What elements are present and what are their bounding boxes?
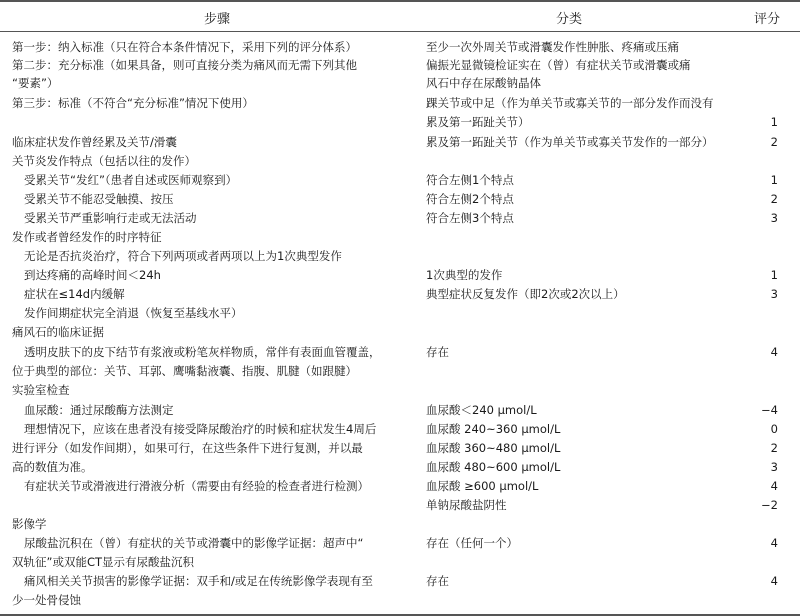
category-cell: 符合左侧1个特点: [426, 173, 514, 187]
step-cell: 血尿酸：通过尿酸酶方法测定: [24, 403, 174, 417]
category-cell: 至少一次外周关节或滑囊发作性肿胀、疼痛或压痛: [426, 40, 679, 54]
category-cell: 1次典型的发作: [426, 268, 503, 282]
score-cell: 3: [770, 460, 778, 474]
category-cell: 存在: [426, 345, 449, 359]
step-cell: 实验室检查: [12, 383, 70, 397]
header-score: 评分: [754, 12, 781, 27]
category-cell: 符合左侧3个特点: [426, 211, 514, 225]
step-cell: 关节炎发作特点（包括以往的发作）: [12, 154, 196, 168]
category-cell: 典型症状反复发作（即2次或2次以上）: [426, 287, 625, 301]
score-cell: 4: [770, 345, 778, 359]
step-cell: 受累关节严重影响行走或无法活动: [24, 211, 197, 225]
step-cell: 透明皮肤下的皮下结节有浆液或粉笔灰样物质，常伴有表面血管覆盖，: [24, 345, 381, 359]
step-cell: 发作或者曾经发作的时序特征: [12, 230, 162, 244]
score-cell: 4: [770, 536, 778, 550]
score-cell: 0: [770, 422, 778, 436]
score-cell: −4: [761, 403, 778, 417]
category-cell: 血尿酸 360~480 μmol/L: [426, 441, 561, 455]
step-cell: 位于典型的部位：关节、耳郭、鹰嘴黏液囊、指腹、肌腱（如跟腱）: [12, 364, 357, 378]
top-rule: [0, 0, 800, 2]
step-cell: 受累关节不能忍受触摸、按压: [24, 192, 174, 206]
step-cell: 受累关节“发红”（患者自述或医师观察到）: [24, 173, 238, 187]
step-cell: 无论是否抗炎治疗，符合下列两项或者两项以上为1次典型发作: [24, 249, 342, 263]
category-cell: 血尿酸 240~360 μmol/L: [426, 422, 561, 436]
step-cell: “要素”）: [12, 76, 59, 90]
score-cell: 2: [770, 192, 778, 206]
step-cell: 尿酸盐沉积在（曾）有症状的关节或滑囊中的影像学证据：超声中“: [24, 536, 364, 550]
step-cell: 到达疼痛的高峰时间＜24h: [24, 268, 161, 282]
category-cell: 血尿酸 480~600 μmol/L: [426, 460, 561, 474]
score-cell: 2: [770, 441, 778, 455]
score-cell: 3: [770, 287, 778, 301]
header-step: 步骤: [204, 12, 231, 27]
score-cell: 1: [770, 173, 778, 187]
score-cell: 1: [770, 268, 778, 282]
step-cell: 影像学: [12, 517, 47, 531]
step-cell: 少一处骨侵蚀: [12, 593, 81, 607]
category-cell: 偏振光显微镜检证实在（曾）有症状关节或滑囊或痛: [426, 58, 691, 72]
step-cell: 进行评分（如发作间期），如果可行，在这些条件下进行复测，并以最: [12, 441, 363, 455]
header-rule: [0, 31, 800, 32]
step-cell: 第二步：充分标准（如果具备，则可直接分类为痛风而无需下列其他: [12, 58, 357, 72]
step-cell: 痛风相关关节损害的影像学证据：双手和/或足在传统影像学表现有至: [24, 574, 373, 588]
step-cell: 高的数值为准。: [12, 460, 93, 474]
header-category: 分类: [556, 12, 583, 27]
category-cell: 风石中存在尿酸钠晶体: [426, 76, 541, 90]
category-cell: 存在: [426, 574, 449, 588]
category-cell: 累及第一跖趾关节（作为单关节或寡关节发作的一部分）: [426, 135, 714, 149]
step-cell: 第一步：纳入标准（只在符合本条件情况下，采用下列的评分体系）: [12, 40, 357, 54]
step-cell: 双轨征”或双能CT显示有尿酸盐沉积: [12, 555, 195, 569]
step-cell: 症状在≤14d内缓解: [24, 287, 125, 301]
category-cell: 存在（任何一个）: [426, 536, 518, 550]
step-cell: 理想情况下，应该在患者没有接受降尿酸治疗的时候和症状发生4周后: [24, 422, 377, 436]
score-cell: 1: [770, 115, 778, 129]
step-cell: 有症状关节或滑液进行滑液分析（需要由有经验的检查者进行检测）: [24, 479, 369, 493]
score-cell: 4: [770, 479, 778, 493]
step-cell: 临床症状发作曾经累及关节/滑囊: [12, 135, 177, 149]
category-cell: 血尿酸 ≥600 μmol/L: [426, 479, 539, 493]
category-cell: 符合左侧2个特点: [426, 192, 514, 206]
step-cell: 第三步：标准（不符合“充分标准”情况下使用）: [12, 96, 254, 110]
category-cell: 血尿酸＜240 μmol/L: [426, 403, 537, 417]
category-cell: 踝关节或中足（作为单关节或寡关节的一部分发作而没有: [426, 96, 714, 110]
score-cell: −2: [761, 498, 778, 512]
category-cell: 累及第一跖趾关节）: [426, 115, 530, 129]
category-cell: 单钠尿酸盐阴性: [426, 498, 507, 512]
score-cell: 3: [770, 211, 778, 225]
step-cell: 痛风石的临床证据: [12, 325, 104, 339]
step-cell: 发作间期症状完全消退（恢复至基线水平）: [24, 306, 243, 320]
score-cell: 2: [770, 135, 778, 149]
score-cell: 4: [770, 574, 778, 588]
